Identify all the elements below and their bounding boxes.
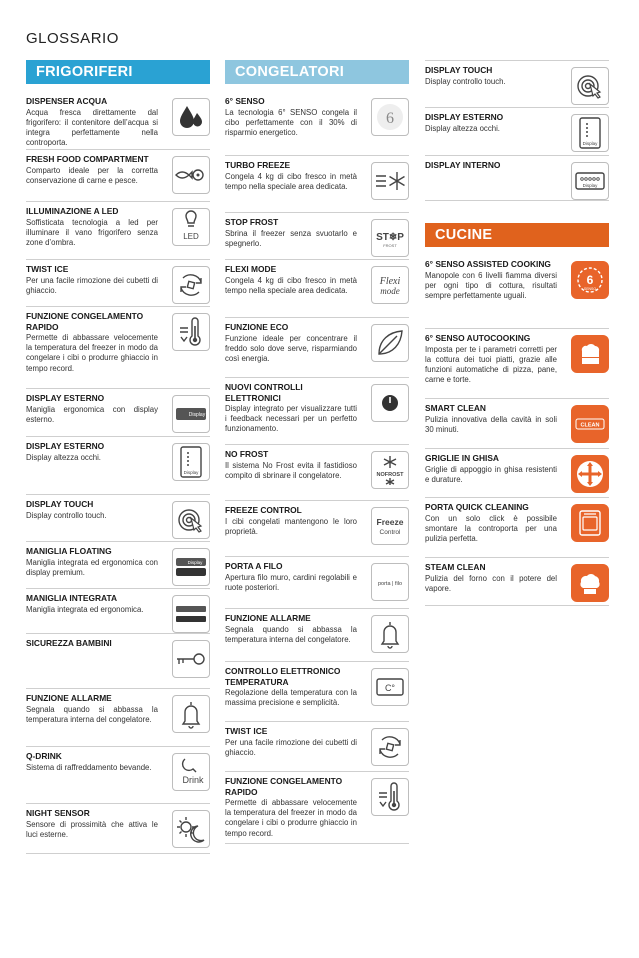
entry-description: Pulizia innovativa della cavità in soli 30 minuti. — [425, 414, 557, 434]
svg-text:ST❄P: ST❄P — [376, 232, 404, 243]
entry-title: CONTROLLO ELETTRONICO TEMPERATURA — [225, 666, 341, 687]
glossary-entry — [425, 255, 609, 329]
entry-description: Funzione ideale per concentrare il freddo solo dove serve, risparmiando così energia. — [225, 333, 357, 363]
entry-title: NO FROST — [225, 449, 269, 459]
entry-description: Il sistema No Frost evita il fastidioso compito di sbrinare il congelatore. — [225, 460, 357, 480]
glossary-entry — [26, 92, 210, 150]
display-panel-icon — [571, 114, 609, 152]
thermometer-icon — [371, 778, 409, 816]
entry-title: FUNZIONE CONGELAMENTO RAPIDO — [26, 311, 144, 332]
page-title: GLOSSARIO — [26, 30, 119, 47]
entry-description: Congela 4 kg di cibo fresco in metà tempo nella speciale area dedicata. — [225, 171, 357, 191]
glossary-entry — [26, 150, 210, 202]
entry-description: Per una facile rimozione dei cubetti di ghiaccio. — [225, 737, 357, 757]
entry-title: STEAM CLEAN — [425, 562, 486, 572]
svg-text:Drink: Drink — [182, 775, 204, 785]
snowflake-icon — [371, 162, 409, 200]
glossary-entry — [26, 495, 210, 542]
entry-title: DISPLAY TOUCH — [425, 65, 493, 75]
entry-title: FUNZIONE CONGELAMENTO RAPIDO — [225, 776, 343, 797]
glossary-entry — [225, 557, 409, 609]
entry-title: FLEXI MODE — [225, 264, 277, 274]
glossary-entry — [26, 634, 210, 689]
steam-clean-icon — [571, 564, 609, 602]
celsius-icon — [371, 668, 409, 706]
meat-fish-icon — [172, 156, 210, 194]
entry-title: TWIST ICE — [225, 726, 268, 736]
entry-description: Permette di abbassare velocemente la temperatura del freezer in modo da congelare i cibi o produrre ghiaccio in tempo record. — [225, 798, 357, 838]
entry-title: DISPLAY INTERNO — [425, 160, 501, 170]
svg-text:Display: Display — [187, 560, 203, 565]
power-icon — [371, 384, 409, 422]
entry-title: FRESH FOOD COMPARTMENT — [26, 154, 149, 164]
entry-description: Manopole con 6 livelli fiamma diversi per ogni tipo di cottura, risultati sempre perfettamente uguali. — [425, 270, 557, 300]
glossary-entry — [26, 389, 210, 437]
svg-text:Flexi: Flexi — [379, 276, 401, 287]
sixth-sense-knob-icon — [571, 261, 609, 299]
svg-text:Display: Display — [582, 141, 598, 146]
svg-text:mode: mode — [380, 286, 400, 296]
glossary-entry — [26, 804, 210, 854]
svg-text:NOFROST: NOFROST — [376, 472, 404, 478]
svg-text:Freeze: Freeze — [376, 517, 404, 527]
glossary-entry — [26, 260, 210, 307]
entry-title: MANIGLIA INTEGRATA — [26, 593, 118, 603]
entry-title: DISPENSER ACQUA — [26, 96, 108, 106]
glossary-entry — [26, 542, 210, 589]
entry-title: 6° SENSO ASSISTED COOKING — [425, 259, 551, 269]
glossary-entry — [425, 449, 609, 498]
glossary-entry — [225, 260, 409, 318]
entry-title: SICUREZZA BAMBINI — [26, 638, 112, 648]
entry-title: TWIST ICE — [26, 264, 69, 274]
svg-text:Display: Display — [582, 183, 598, 188]
svg-text:6: 6 — [386, 110, 394, 127]
autocooking-icon — [571, 335, 609, 373]
entry-description: Pulizia del forno con il potere del vapore. — [425, 573, 557, 593]
entry-description: Congela 4 kg di cibo fresco in metà tempo nella speciale area dedicata. — [225, 275, 357, 295]
glossary-entry — [26, 202, 210, 260]
key-icon — [172, 640, 210, 678]
entry-title: FUNZIONE ALLARME — [26, 693, 112, 703]
entry-title: ILLUMINAZIONE A LED — [26, 206, 119, 216]
entry-description: Display altezza occhi. — [425, 123, 500, 133]
svg-text:6: 6 — [586, 273, 594, 287]
entry-title: SMART CLEAN — [425, 403, 486, 413]
glossary-entry — [225, 722, 409, 772]
glossary-entry — [425, 61, 609, 108]
glossary-entry — [26, 437, 210, 495]
glossary-entry — [26, 589, 210, 634]
entry-description: Regolazione della temperatura con la massima precisione e semplicità. — [225, 688, 357, 708]
glossary-entry — [425, 329, 609, 399]
q-drink-icon — [172, 753, 210, 791]
thermometer-icon — [172, 313, 210, 351]
display-panel-icon — [172, 443, 210, 481]
entry-description: Display controllo touch. — [425, 76, 506, 86]
entry-description: Soffisticata tecnologia a led per illuminare il vano frigorifero senza zone d’ombra. — [26, 217, 158, 247]
bell-icon — [172, 695, 210, 733]
entry-description: Sbrina il freezer senza svuotarlo e spegnerlo. — [225, 228, 357, 248]
leaf-icon — [371, 324, 409, 362]
svg-text:Control: Control — [379, 529, 401, 536]
glossary-entry — [425, 108, 609, 156]
svg-text:SENSO: SENSO — [583, 287, 597, 291]
section-header-congelatori: CONGELATORI — [225, 60, 409, 84]
glossary-entry — [26, 689, 210, 747]
entry-title: FUNZIONE ALLARME — [225, 613, 311, 623]
entry-description: Sistema di raffreddamento bevande. — [26, 762, 152, 772]
glossary-entry — [225, 156, 409, 213]
entry-title: DISPLAY ESTERNO — [425, 112, 504, 122]
led-icon — [172, 208, 210, 246]
glossary-entry — [225, 609, 409, 662]
sixth-sense-icon — [371, 98, 409, 136]
entry-title: PORTA QUICK CLEANING — [425, 502, 529, 512]
glossary-entry — [425, 156, 609, 201]
integrated-handle-icon — [172, 595, 210, 633]
bell-icon — [371, 615, 409, 653]
entry-description: Segnala quando si abbassa la temperatura interna del congelatore. — [225, 624, 357, 644]
entry-description: Acqua fresca direttamente dal frigorifero: il contenitore dell’acqua si integra perfettamente nella controporta. — [26, 107, 158, 148]
entry-title: STOP FROST — [225, 217, 279, 227]
night-sensor-icon — [172, 810, 210, 848]
porta-filo-icon — [371, 563, 409, 601]
glossary-entry — [225, 662, 409, 722]
entry-title: PORTA A FILO — [225, 561, 283, 571]
freeze-control-icon — [371, 507, 409, 545]
entry-description: Griglie di appoggio in ghisa resistenti e durature. — [425, 464, 557, 484]
floating-handle-icon — [172, 548, 210, 586]
entry-title: DISPLAY ESTERNO — [26, 441, 105, 451]
glossary-entry — [225, 318, 409, 378]
glossary-entry — [26, 307, 210, 389]
entry-description: Per una facile rimozione dei cubetti di ghiaccio. — [26, 275, 158, 295]
grid-icon — [571, 455, 609, 493]
glossary-entry — [425, 399, 609, 449]
oven-door-icon — [571, 504, 609, 542]
svg-text:FROST: FROST — [383, 243, 397, 248]
no-frost-icon — [371, 451, 409, 489]
entry-title: DISPLAY ESTERNO — [26, 393, 105, 403]
glossary-entry — [225, 213, 409, 260]
entry-title: NIGHT SENSOR — [26, 808, 90, 818]
glossary-entry — [225, 378, 409, 445]
entry-title: Q-DRINK — [26, 751, 62, 761]
entry-description: Apertura filo muro, cardini regolabili e ruote posteriori. — [225, 572, 357, 592]
svg-text:CLEAN: CLEAN — [580, 422, 600, 429]
entry-description: Permette di abbassare velocemente la temperatura del freezer in modo da congelare i cibi o produrre ghiaccio in tempo record. — [26, 333, 158, 373]
entry-description: Sensore di prossimità che attiva le luci esterne. — [26, 819, 158, 839]
entry-description: Comparto ideale per la corretta conservazione di carne e pesce. — [26, 165, 158, 185]
glossary-entry — [225, 445, 409, 501]
twist-ice-icon — [371, 728, 409, 766]
section-header-cucine: CUCINE — [425, 223, 609, 247]
entry-title: 6° SENSO AUTOCOOKING — [425, 333, 531, 343]
column-misc — [425, 60, 609, 606]
entry-description: La tecnologia 6° SENSO congela il cibo perfettamente con il 30% di risparmio energetico. — [225, 107, 357, 137]
glossary-entry — [225, 772, 409, 844]
svg-text:Display: Display — [188, 412, 206, 418]
entry-title: MANIGLIA FLOATING — [26, 546, 112, 556]
stop-frost-icon — [371, 219, 409, 257]
glossary-entry — [225, 92, 409, 156]
entry-description: Maniglia ergonomica con display esterno. — [26, 404, 158, 424]
glossary-entry — [225, 501, 409, 557]
svg-text:porta | filo: porta | filo — [377, 581, 403, 587]
entry-title: NUOVI CONTROLLI ELETTRONICI — [225, 382, 303, 403]
glossary-entry — [425, 498, 609, 558]
entry-description: I cibi congelati mantengono le loro proprietà. — [225, 516, 357, 536]
touch-icon — [571, 67, 609, 105]
entry-description: Imposta per te i parametri corretti per la cottura dei tuoi piatti, grazie alle funzioni automatiche di pizza, pane, carne e torte. — [425, 344, 557, 385]
entry-description: Display controllo touch. — [26, 510, 107, 520]
display-interno-icon — [571, 162, 609, 200]
svg-text:C°: C° — [384, 683, 396, 693]
entry-description: Con un solo click è possibile smontare la controporta per una pulizia perfetta. — [425, 513, 557, 543]
column-frigoriferi — [26, 60, 210, 854]
entry-description: Segnala quando si abbassa la temperatura interna del congelatore. — [26, 704, 158, 724]
entry-title: 6° SENSO — [225, 96, 265, 106]
entry-title: TURBO FREEZE — [225, 160, 291, 170]
glossary-entry — [26, 747, 210, 804]
section-header-frigoriferi: FRIGORIFERI — [26, 60, 210, 84]
entry-description: Maniglia integrata ed ergonomica con display premium. — [26, 557, 158, 577]
column-congelatori — [225, 60, 409, 844]
entry-description: Display integrato per visualizzare tutti i feedback necessari per un perfetto funzionamento. — [225, 404, 357, 434]
svg-text:Display: Display — [183, 470, 199, 475]
twist-ice-icon — [172, 266, 210, 304]
entry-title: GRIGLIE IN GHISA — [425, 453, 499, 463]
entry-title: DISPLAY TOUCH — [26, 499, 94, 509]
flexi-mode-icon — [371, 266, 409, 304]
water-drop-icon — [172, 98, 210, 136]
touch-icon — [172, 501, 210, 539]
smart-clean-icon — [571, 405, 609, 443]
entry-title: FUNZIONE ECO — [225, 322, 289, 332]
entry-description: Display altezza occhi. — [26, 452, 101, 462]
entry-title: FREEZE CONTROL — [225, 505, 302, 515]
display-handle-icon — [172, 395, 210, 433]
glossary-entry — [425, 558, 609, 606]
entry-description: Maniglia integrata ed ergonomica. — [26, 604, 144, 614]
led-icon-label: LED — [183, 232, 199, 241]
